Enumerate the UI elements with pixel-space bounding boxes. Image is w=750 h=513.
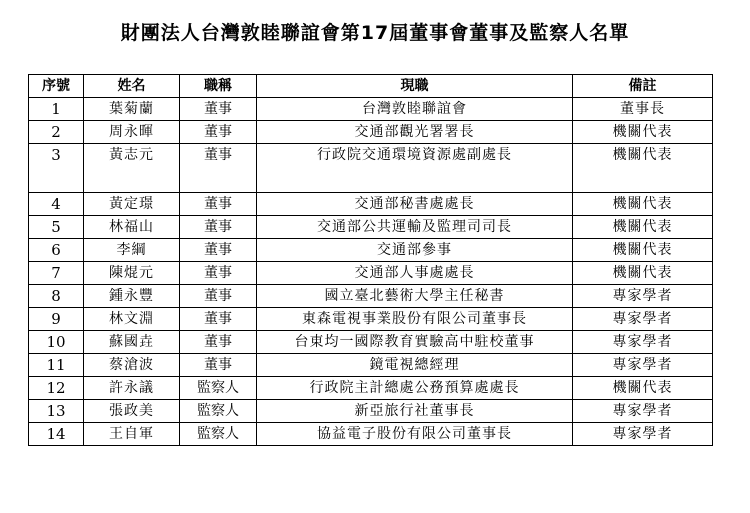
header-note: 備註: [573, 75, 713, 98]
table-row: [29, 377, 713, 400]
row-position: 交通部參事: [257, 239, 573, 262]
row-number: 6: [29, 239, 84, 262]
table-row: [29, 285, 713, 308]
row-name: 黃志元: [84, 144, 180, 193]
row-name: 蔡滄波: [84, 354, 180, 377]
row-position: 交通部觀光署署長: [257, 121, 573, 144]
row-note: 機關代表: [573, 193, 713, 216]
row-title: 董事: [180, 285, 257, 308]
row-title: 董事: [180, 239, 257, 262]
row-title: 董事: [180, 308, 257, 331]
row-note: 機關代表: [573, 216, 713, 239]
row-note: 機關代表: [573, 377, 713, 400]
table-row: [29, 98, 713, 121]
row-note: 專家學者: [573, 285, 713, 308]
row-title: 董事: [180, 144, 257, 193]
row-name: 林文淵: [84, 308, 180, 331]
row-title: 董事: [180, 262, 257, 285]
row-number: 3: [29, 144, 84, 193]
table-row: [29, 144, 713, 193]
board-roster-table: [28, 74, 713, 446]
row-note: 機關代表: [573, 121, 713, 144]
header-row: [29, 75, 713, 98]
row-note: 機關代表: [573, 239, 713, 262]
row-name: 蘇國垚: [84, 331, 180, 354]
table-row: [29, 331, 713, 354]
row-name: 張政美: [84, 400, 180, 423]
row-name: 鍾永豐: [84, 285, 180, 308]
row-note: 董事長: [573, 98, 713, 121]
row-name: 周永暉: [84, 121, 180, 144]
table-row: [29, 423, 713, 446]
header-name: 姓名: [84, 75, 180, 98]
row-position: 鏡電視總經理: [257, 354, 573, 377]
row-number: 4: [29, 193, 84, 216]
table-row: [29, 193, 713, 216]
row-title: 監察人: [180, 423, 257, 446]
row-name: 許永議: [84, 377, 180, 400]
row-note: 機關代表: [573, 262, 713, 285]
table-row: [29, 262, 713, 285]
row-number: 7: [29, 262, 84, 285]
table-row: [29, 239, 713, 262]
row-number: 2: [29, 121, 84, 144]
row-title: 董事: [180, 216, 257, 239]
table-row: [29, 216, 713, 239]
row-position: 行政院交通環境資源處副處長: [257, 144, 573, 193]
row-name: 李綱: [84, 239, 180, 262]
row-number: 14: [29, 423, 84, 446]
table-row: [29, 121, 713, 144]
row-note: 機關代表: [573, 144, 713, 193]
row-note: 專家學者: [573, 354, 713, 377]
row-name: 葉菊蘭: [84, 98, 180, 121]
row-note: 專家學者: [573, 400, 713, 423]
row-position: 交通部公共運輸及監理司司長: [257, 216, 573, 239]
row-number: 12: [29, 377, 84, 400]
row-number: 8: [29, 285, 84, 308]
row-position: 行政院主計總處公務預算處處長: [257, 377, 573, 400]
row-number: 11: [29, 354, 84, 377]
row-title: 董事: [180, 331, 257, 354]
header-number: 序號: [29, 75, 84, 98]
row-position: 東森電視事業股份有限公司董事長: [257, 308, 573, 331]
row-number: 13: [29, 400, 84, 423]
row-title: 董事: [180, 193, 257, 216]
row-name: 林福山: [84, 216, 180, 239]
row-name: 黃定璟: [84, 193, 180, 216]
table-row: [29, 308, 713, 331]
header-position: 現職: [257, 75, 573, 98]
row-number: 10: [29, 331, 84, 354]
row-note: 專家學者: [573, 308, 713, 331]
row-name: 陳焜元: [84, 262, 180, 285]
row-position: 協益電子股份有限公司董事長: [257, 423, 573, 446]
row-number: 5: [29, 216, 84, 239]
row-number: 9: [29, 308, 84, 331]
row-number: 1: [29, 98, 84, 121]
header-title: 職稱: [180, 75, 257, 98]
row-position: 台東均一國際教育實驗高中駐校董事: [257, 331, 573, 354]
row-note: 專家學者: [573, 331, 713, 354]
row-position: 國立臺北藝術大學主任秘書: [257, 285, 573, 308]
row-position: 交通部人事處處長: [257, 262, 573, 285]
row-title: 董事: [180, 354, 257, 377]
row-title: 董事: [180, 98, 257, 121]
row-title: 監察人: [180, 400, 257, 423]
row-note: 專家學者: [573, 423, 713, 446]
table-row: [29, 354, 713, 377]
row-title: 監察人: [180, 377, 257, 400]
row-position: 交通部秘書處處長: [257, 193, 573, 216]
row-title: 董事: [180, 121, 257, 144]
row-position: 新亞旅行社董事長: [257, 400, 573, 423]
row-position: 台灣敦睦聯誼會: [257, 98, 573, 121]
row-name: 王自軍: [84, 423, 180, 446]
table-row: [29, 400, 713, 423]
document-title: 財團法人台灣敦睦聯誼會第17屆董事會董事及監察人名單: [120, 22, 630, 44]
